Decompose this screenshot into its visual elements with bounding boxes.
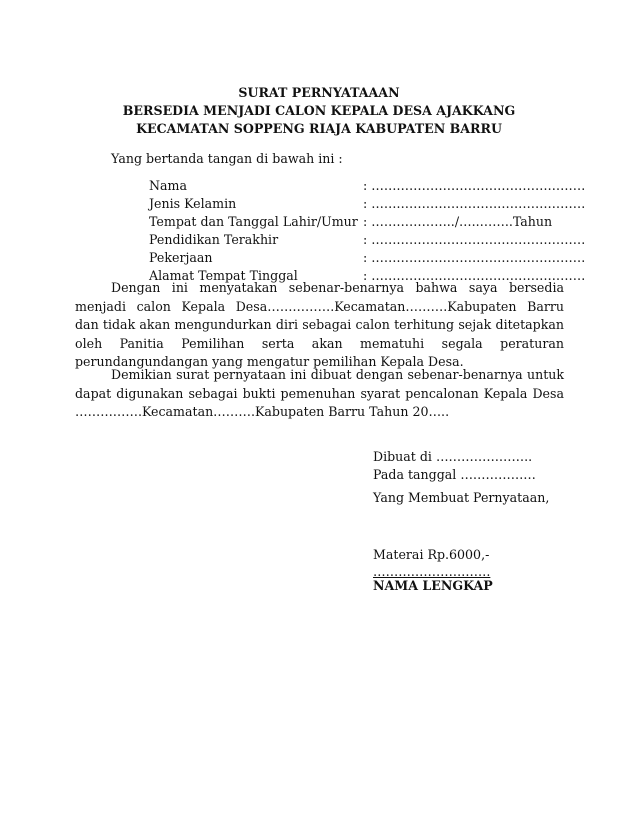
intro-text: Yang bertanda tangan di bawah ini :: [111, 151, 343, 166]
field-row-nama: [149, 177, 586, 195]
field-label: Nama: [149, 178, 187, 193]
field-label: Pekerjaan: [149, 250, 213, 265]
signature-maker: Yang Membuat Pernyataan,: [373, 490, 550, 505]
field-value: : ……………………………………………: [363, 250, 586, 265]
signature-line: ……………………….: [373, 564, 491, 579]
field-label: Pendidikan Terakhir: [149, 232, 279, 247]
field-row-tempat-tanggal-lahir: [149, 213, 579, 231]
signature-place: Dibuat di …………………..: [373, 449, 533, 464]
signer-name: NAMA LENGKAP: [373, 578, 493, 593]
field-label: Jenis Kelamin: [149, 196, 237, 211]
field-value: : ……………………………………………: [363, 268, 586, 283]
document-title: [0, 84, 638, 138]
title-line: BERSEDIA MENJADI CALON KEPALA DESA AJAKKANG: [122, 103, 516, 118]
field-value: : ……………………………………………: [363, 178, 586, 193]
field-value: : ……………………………………………: [363, 232, 586, 247]
title-line: KECAMATAN SOPPENG RIAJA KABUPATEN BARRU: [136, 121, 502, 136]
field-value: : ………………../…..……..Tahun: [363, 214, 553, 229]
identity-fields: [149, 177, 586, 285]
field-label: Alamat Tempat Tinggal: [149, 268, 298, 283]
field-row-pekerjaan: [149, 249, 586, 267]
field-row-pendidikan: [149, 231, 586, 249]
field-value: : ……………………………………………: [363, 196, 586, 211]
closing-paragraph: Demikian surat pernyataan ini dibuat dengan sebenar-benarnya untuk dapat digunakan sebagai bukti pemenuhan syarat pencalonan Kepala Desa …………….Kecamatan……….Kabupaten Barru Tahun 20…..: [75, 367, 564, 420]
field-row-jenis-kelamin: [149, 195, 586, 213]
stamp-duty-note: Materai Rp.6000,-: [373, 547, 490, 562]
signature-date: Pada tanggal ………………: [373, 467, 536, 482]
statement-paragraph: Dengan ini menyatakan sebenar-benarnya bahwa saya bersedia menjadi calon Kepala Desa…………….Kecamatan……….Kabupaten Barru dan tidak akan mengundurkan diri sebagai calon terhitung sejak ditetapkan oleh Panitia Pemilihan serta akan mematuhi segala peraturan perundangundangan yang mengatur pemilihan Kepala Desa.: [75, 280, 564, 370]
field-label: Tempat dan Tanggal Lahir/Umur: [149, 214, 358, 229]
title-line: SURAT PERNYATAAAN: [238, 85, 400, 100]
